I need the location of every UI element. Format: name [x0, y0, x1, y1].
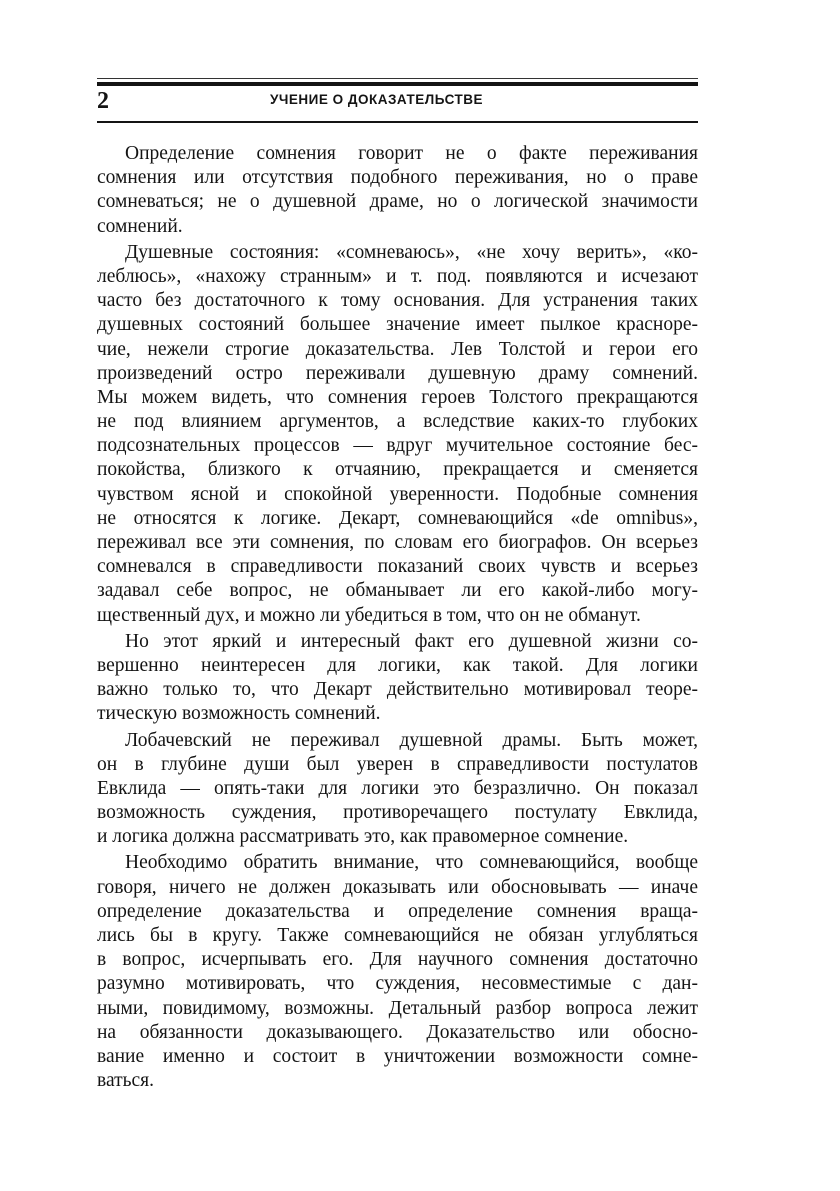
text-line: сомневаться; не о душевной драме, но о логической значимости	[97, 191, 698, 213]
header-rule-thick	[97, 82, 698, 86]
text-line: в вопрос, исчерпывать его. Для научного сомнения достаточно	[97, 949, 698, 971]
text-line: на обязанности доказывающего. Доказательство или обосно-	[97, 1021, 698, 1043]
text-line: чувством ясной и спокойной уверенности. Подобные сомнения	[97, 483, 698, 505]
text-line: сомневался в справедливости показаний своих чувств и всерьез	[97, 556, 698, 578]
page-header	[97, 78, 698, 126]
text-line: часто без достаточного к тому основания. Для устранения таких	[97, 290, 698, 312]
header-rule-thin	[97, 78, 698, 79]
running-head: УЧЕНИЕ О ДОКАЗАТЕЛЬСТВЕ	[270, 92, 483, 107]
text-line: определение доказательства и определение сомнения враща-	[97, 900, 698, 922]
paragraph-5	[97, 851, 698, 1093]
text-line: щественный дух, и можно ли убедиться в том, что он не обманут.	[97, 604, 641, 626]
body-text	[97, 142, 698, 1095]
text-line: Необходимо обратить внимание, что сомневающийся, вообще	[125, 852, 698, 874]
paragraph-1	[97, 142, 698, 239]
page-number: 2	[97, 88, 109, 114]
text-line: переживал все эти сомнения, по словам его биографов. Он всерьез	[97, 532, 698, 553]
text-line: задавал себе вопрос, не обманывает ли его какой-либо могу-	[97, 580, 698, 602]
text-line: Мы можем видеть, что сомнения героев Толстого прекращаются	[97, 386, 698, 408]
text-line: вание именно и состоит в уничтожении возможности сомне-	[97, 1045, 698, 1067]
text-line: важно только то, что Декарт действительно мотивировал теоре-	[97, 679, 698, 701]
text-line: вершенно неинтересен для логики, как такой. Для логики	[97, 654, 698, 676]
text-line: и логика должна рассматривать это, как правомерное сомнение.	[97, 826, 629, 848]
text-line: ными, повидимому, возможны. Детальный разбор вопроса лежит	[97, 997, 698, 1019]
text-line: возможность суждения, противоречащего постулату Евклида,	[97, 802, 698, 824]
text-line: подсознательных процессов — вдруг мучительное состояние бес-	[97, 435, 698, 457]
text-line: Душевные состояния: «сомневаюсь», «не хочу верить», «ко-	[125, 241, 698, 263]
text-line: сомнений.	[97, 215, 183, 237]
text-line: душевных состояний большее значение имеет пылкое красноре-	[97, 314, 698, 336]
text-line: не под влиянием аргументов, а вследствие каких-то глубоких	[97, 411, 698, 433]
text-line: не относятся к логике. Декарт, сомневающийся «de omnibus»,	[97, 507, 698, 529]
paragraph-2	[97, 241, 698, 628]
text-line: произведений остро переживали душевную драму сомнений.	[97, 362, 698, 384]
text-line: Определение сомнения говорит не о факте переживания	[125, 143, 698, 164]
text-line: ваться.	[97, 1070, 155, 1092]
text-line: Евклида — опять-таки для логики это безразлично. Он показал	[97, 777, 698, 799]
text-line: говоря, ничего не должен доказывать или обосновывать — иначе	[97, 876, 698, 898]
text-line: лись бы в кругу. Также сомневающийся не обязан углубляться	[97, 925, 698, 946]
text-line: леблюсь», «нахожу странным» и т. под. появляются и исчезают	[97, 265, 698, 287]
header-rule-bottom	[97, 121, 698, 123]
text-line: Лобачевский не переживал душевной драмы. Быть может,	[125, 729, 698, 751]
paragraph-4	[97, 729, 698, 850]
text-line: Но этот яркий и интересный факт его душевной жизни со-	[125, 630, 698, 652]
text-line: тическую возможность сомнений.	[97, 703, 381, 725]
text-line: сомнения или отсутствия подобного переживания, но о праве	[97, 167, 698, 189]
text-line: покойства, близкого к отчаянию, прекращается и сменяется	[97, 459, 698, 481]
text-line: разумно мотивировать, что суждения, несовместимые с дан-	[97, 973, 698, 995]
text-line: чие, нежели строгие доказательства. Лев Толстой и герои его	[97, 338, 698, 360]
paragraph-3	[97, 630, 698, 727]
text-line: он в глубине души был уверен в справедливости постулатов	[97, 753, 698, 775]
